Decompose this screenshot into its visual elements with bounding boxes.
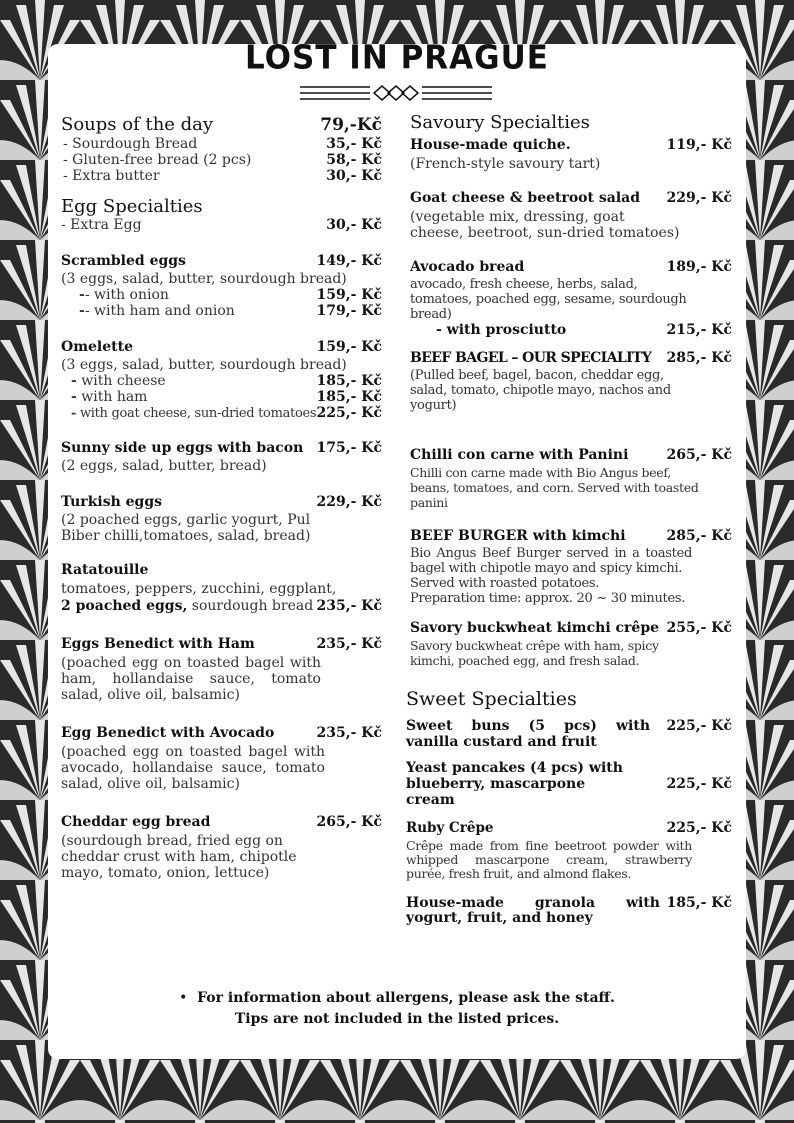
option-price: 179,- Kč	[316, 303, 382, 319]
item-desc: (sourdough bread, fried egg on cheddar crust with ham, chipotle mayo, tomato, onion, lettuce)	[61, 833, 297, 881]
soup-item	[61, 168, 382, 184]
item-name: Chilli con carne with Panini	[410, 447, 629, 463]
restaurant-title: LOST IN PRAGUE	[245, 39, 549, 77]
item-name: Cheddar egg bread	[61, 814, 211, 830]
option-dash: -	[71, 373, 77, 389]
ratatouille-item	[61, 562, 382, 614]
yeast-pancakes-item	[406, 760, 732, 808]
item-desc-bold: 2 poached eggs,	[61, 598, 188, 614]
item-desc: Bio Angus Beef Burger served in a toasted bagel with chipotle mayo and spicy kimchi.	[410, 546, 692, 576]
option-name: - with prosciutto	[436, 322, 567, 338]
extra-egg-item	[61, 217, 382, 233]
item-price: 30,- Kč	[326, 217, 382, 233]
soup-item	[61, 136, 382, 152]
item-desc: (vegetable mix, dressing, goat cheese, beetroot, sun-dried tomatoes)	[410, 209, 680, 241]
item-name: Egg Benedict with Avocado	[61, 725, 275, 741]
item-price: 229,- Kč	[666, 190, 732, 206]
item-name: Ratatouille	[61, 562, 149, 578]
title-wrap	[0, 40, 794, 76]
sweet-specialties-heading: Sweet Specialties	[406, 688, 577, 710]
item-price: 149,- Kč	[316, 253, 382, 269]
scrambled-eggs-item: Scrambled eggs 149,- Kč (3 eggs, salad, butter, sourdough bread) -- with onion 159,- Kč -- with ham and onion 179,- Kč	[61, 253, 382, 319]
item-desc: (3 eggs, salad, butter, sourdough bread)	[61, 271, 347, 287]
eggs-benedict-avocado-item	[61, 725, 382, 792]
item-name: House-made quiche.	[410, 137, 571, 153]
item-desc: (poached egg on toasted bagel with avocado, hollandaise sauce, tomato salad, olive oil, balsamic)	[61, 744, 325, 792]
item-price: 265,- Kč	[316, 814, 382, 830]
title-ornament-icon	[296, 83, 496, 103]
item-price: 225,- Kč	[666, 776, 732, 792]
item-name: Turkish eggs	[61, 494, 163, 510]
ruby-crepe-item	[406, 820, 732, 881]
item-price: 235,- Kč	[316, 725, 382, 741]
egg-specialties-heading: Egg Specialties	[61, 196, 203, 217]
right-column	[406, 112, 732, 926]
item-name: Sunny side up eggs with bacon	[61, 440, 304, 456]
soups-heading: Soups of the day	[61, 114, 214, 135]
item-desc: sourdough bread	[187, 598, 314, 614]
item-price: 285,- Kč	[666, 350, 732, 366]
bullet-icon: •	[179, 990, 188, 1006]
item-price: 229,- Kč	[316, 494, 382, 510]
item-name: Ruby Crêpe	[406, 820, 494, 836]
item-name: BEEF BURGER with kimchi	[410, 528, 626, 544]
item-desc: (2 poached eggs, garlic yogurt, Pul Biber chilli,tomatoes, salad, bread)	[61, 512, 311, 544]
beef-bagel-item	[410, 350, 732, 413]
option-name: - with onion	[84, 287, 169, 303]
cheddar-egg-bread-item	[61, 814, 382, 881]
footer-notes	[0, 988, 794, 1030]
beef-burger-item	[410, 528, 732, 606]
tips-note: Tips are not included in the listed prices.	[234, 1011, 560, 1027]
option-price: 215,- Kč	[666, 322, 732, 338]
item-desc: Savory buckwheat crêpe with ham, spicy kimchi, poached egg, and fresh salad.	[410, 638, 659, 668]
avocado-bread-item	[410, 259, 732, 338]
item-price: 119,- Kč	[666, 137, 732, 153]
option-price: 185,- Kč	[316, 373, 382, 389]
item-price: 225,- Kč	[666, 718, 732, 734]
option-name: - with ham and onion	[84, 303, 235, 319]
item-price: 159,- Kč	[316, 339, 382, 355]
item-desc: tomatoes, peppers, zucchini, eggplant,	[61, 581, 337, 597]
soup-item-price: 30,- Kč	[326, 168, 382, 184]
item-name: Eggs Benedict with Ham	[61, 636, 255, 652]
item-name: Avocado bread	[410, 259, 525, 275]
sweet-buns-item	[406, 718, 732, 750]
buckwheat-crepe-item	[410, 620, 732, 668]
item-price: 189,- Kč	[666, 259, 732, 275]
soup-item-name: - Extra butter	[63, 168, 160, 184]
option-price: 185,- Kč	[316, 389, 382, 405]
item-desc: (2 eggs, salad, butter, bread)	[61, 458, 267, 474]
option-name: with cheese	[76, 373, 166, 389]
soup-item	[61, 152, 382, 168]
chilli-con-carne-item	[410, 447, 732, 510]
item-desc: Served with roasted potatoes.	[410, 576, 600, 591]
option-name: with goat cheese, sun-dried tomatoes	[76, 406, 317, 421]
item-name: Scrambled eggs	[61, 253, 186, 269]
item-name: Sweet buns (5 pcs) with vanilla custard and fruit	[406, 718, 650, 750]
allergen-note	[0, 988, 794, 1009]
item-price: 265,- Kč	[666, 447, 732, 463]
allergen-note-text: For information about allergens, please ask the staff.	[197, 990, 615, 1006]
sunny-side-item	[61, 440, 382, 474]
option-price: 159,- Kč	[316, 287, 382, 303]
turkish-eggs-item	[61, 494, 382, 544]
item-name: Omelette	[61, 339, 133, 355]
option-dash: -	[71, 389, 77, 405]
item-price: 225,- Kč	[666, 820, 732, 836]
item-price: 175,- Kč	[316, 440, 382, 456]
item-desc: (3 eggs, salad, butter, sourdough bread)	[61, 357, 347, 373]
soup-item-name: - Sourdough Bread	[63, 136, 198, 152]
option-name: with ham	[76, 389, 148, 405]
left-column	[61, 112, 382, 881]
savoury-specialties-heading: Savoury Specialties	[410, 112, 590, 133]
soups-price: 79,-Kč	[320, 115, 382, 135]
item-name: Yeast pancakes (4 pcs) with blueberry, mascarpone cream	[406, 760, 623, 808]
item-desc: Chilli con carne made with Bio Angus beef, beans, tomatoes, and corn. Served with toasted panini	[410, 465, 699, 510]
item-desc: (Pulled beef, bagel, bacon, cheddar egg, salad, tomato, chipotle mayo, nachos and yogurt)	[410, 368, 671, 413]
option-price: 225,- Kč	[316, 405, 382, 421]
item-name: - Extra Egg	[61, 217, 142, 233]
item-desc: Crêpe made from fine beetroot powder with whipped mascarpone cream, strawberry purée, fresh fruit, and almond flakes.	[406, 838, 692, 881]
item-price: 235,- Kč	[316, 636, 382, 652]
soups-header	[61, 114, 382, 135]
item-price: 235,- Kč	[316, 598, 382, 614]
goat-cheese-salad-item	[410, 190, 732, 241]
item-desc: (poached egg on toasted bagel with ham, hollandaise sauce, tomato salad, olive oil, balsamic)	[61, 655, 321, 703]
item-price: 285,- Kč	[666, 528, 732, 544]
omelette-item	[61, 339, 382, 422]
option-dash: -	[71, 406, 77, 421]
item-desc: Preparation time: approx. 20 ~ 30 minutes.	[410, 591, 686, 606]
item-name: House-made granola with yogurt, fruit, and honey	[406, 895, 660, 926]
item-desc: (French-style savoury tart)	[410, 156, 601, 172]
item-desc: avocado, fresh cheese, herbs, salad, tomatoes, poached egg, sesame, sourdough bread)	[410, 277, 687, 322]
granola-item	[406, 895, 732, 926]
eggs-benedict-ham-item	[61, 636, 382, 703]
item-price: 185,- Kč	[666, 895, 732, 911]
soup-item-price: 58,- Kč	[326, 152, 382, 168]
item-name: Goat cheese & beetroot salad	[410, 190, 640, 206]
item-name: BEEF BAGEL – OUR SPECIALITY	[410, 350, 652, 366]
soup-item-price: 35,- Kč	[326, 136, 382, 152]
quiche-item	[410, 137, 732, 172]
item-name: Savory buckwheat kimchi crêpe	[410, 620, 660, 636]
soup-item-name: - Gluten-free bread (2 pcs)	[63, 152, 252, 168]
item-price: 255,- Kč	[666, 620, 732, 636]
